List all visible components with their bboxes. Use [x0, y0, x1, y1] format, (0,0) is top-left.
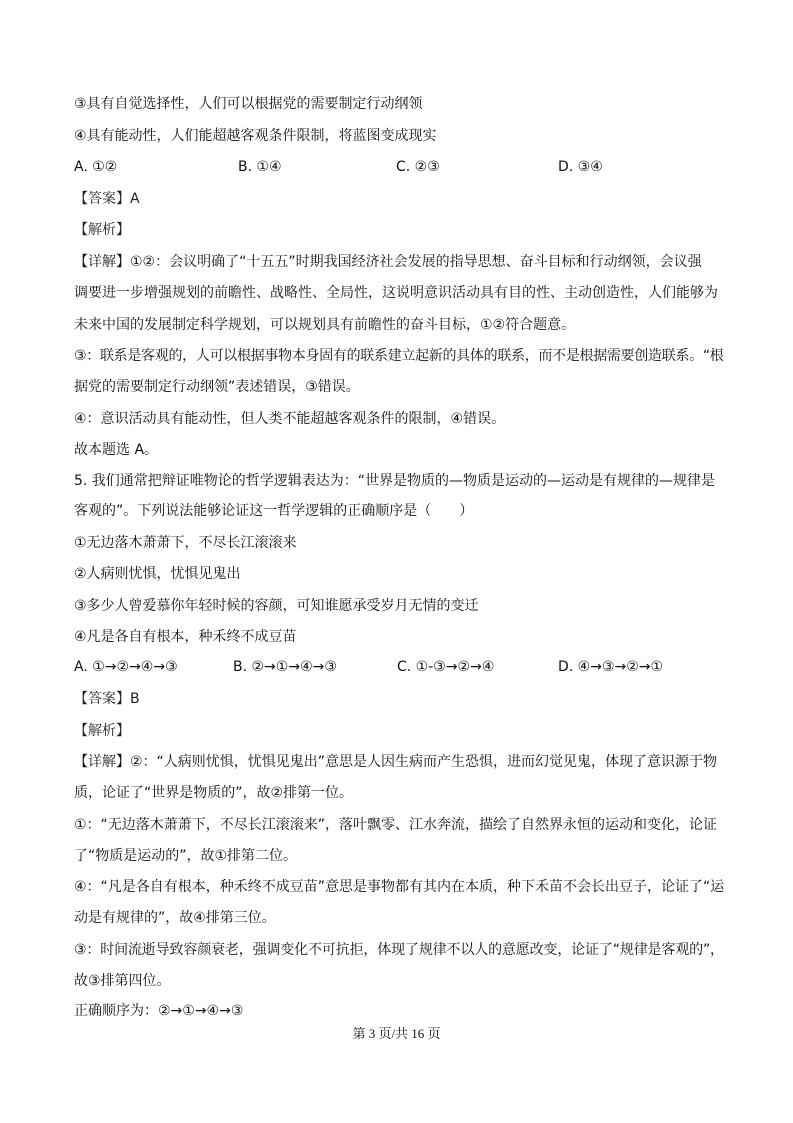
q5-statement-4: ④凡是各自有根本，种禾终不成豆苗	[74, 629, 297, 645]
detail-line: 故③排第四位。	[74, 973, 171, 989]
analysis-label-q5: 【解析】	[74, 723, 130, 739]
choice-d: D. ③④	[558, 159, 603, 175]
option-statement-4: ④具有能动性，人们能超越客观条件限制，将蓝图变成现实	[74, 128, 437, 144]
question-5-stem: 5. 我们通常把辩证唯物论的哲学逻辑表达为：“世界是物质的—物质是运动的—运动是有规律的—规律是	[74, 473, 716, 489]
answer-label-q5: 【答案】B	[74, 691, 140, 707]
detail-line: 了“物质是运动的”，故①排第二位。	[74, 848, 298, 864]
q5-statement-1: ①无边落木萧萧下，不尽长江滚滚来	[74, 535, 297, 551]
detail-line: 故本题选 A。	[74, 442, 159, 458]
option-statement-3: ③具有自觉选择性，人们可以根据党的需要制定行动纲领	[74, 96, 423, 112]
detail-line: 【详解】②：“人病则忧惧，忧惧见鬼出”意思是人因生病而产生恐惧，进而幻觉见鬼，体现了意识源于物	[74, 754, 718, 770]
answer-choices-q5	[74, 657, 724, 677]
choice-b: B. ①④	[238, 159, 282, 175]
detail-line: 据党的需要制定行动纲领”表述错误，③错误。	[74, 379, 360, 395]
choice-b: B. ②→①→④→③	[233, 659, 337, 675]
detail-line: ①：“无边落木萧萧下，不尽长江滚滚来”，落叶飘零、江水奔流，描绘了自然界永恒的运动和变化，论证	[74, 817, 718, 833]
detail-line: ③：时间流逝导致容颜衰老，强调变化不可抗拒，体现了规律不以人的意愿改变，论证了“规律是客观的”，	[74, 942, 724, 958]
detail-line: 未来中国的发展制定科学规划，可以规划具有前瞻性的奋斗目标，①②符合题意。	[74, 317, 576, 333]
detail-line: 调要进一步增强规划的前瞻性、战略性、全局性，这说明意识活动具有目的性、主动创造性，人们能够为	[74, 285, 718, 301]
detail-line: ③：联系是客观的，人可以根据事物本身固有的联系建立起新的具体的联系，而不是根据需要创造联系。“根	[74, 348, 724, 364]
analysis-label-q4: 【解析】	[74, 222, 130, 238]
detail-line: ④：意识活动具有能动性，但人类不能超越客观条件的限制，④错误。	[74, 411, 506, 427]
question-5-stem: 客观的”。下列说法能够论证这一哲学逻辑的正确顺序是（ ）	[74, 503, 474, 519]
detail-line: 动是有规律的”，故④排第三位。	[74, 910, 276, 926]
choice-a: A. ①②	[74, 159, 118, 175]
choice-c: C. ①-③→②→④	[397, 659, 495, 675]
choice-c: C. ②③	[396, 159, 440, 175]
choice-d: D. ④→③→②→①	[558, 659, 664, 675]
detail-line: 质，论证了“世界是物质的”，故②排第一位。	[74, 785, 354, 801]
q5-statement-2: ②人病则忧惧，忧惧见鬼出	[74, 566, 241, 582]
correct-order-line: 正确顺序为：②→①→④→③	[74, 1003, 244, 1019]
detail-line: ④：“凡是各自有根本，种禾终不成豆苗”意思是事物都有其内在本质，种下禾苗不会长出豆子，论证了“运	[74, 879, 725, 895]
answer-label-q4: 【答案】A	[74, 191, 140, 207]
detail-line: 【详解】①②：会议明确了“十五五”时期我国经济社会发展的指导思想、奋斗目标和行动纲领，会议强	[74, 254, 702, 270]
q5-statement-3: ③多少人曾爱慕你年轻时候的容颜，可知谁愿承受岁月无情的变迁	[74, 598, 479, 614]
answer-choices-q4	[74, 157, 724, 177]
choice-a: A. ①→②→④→③	[74, 659, 178, 675]
page-footer: 第 3 页/共 16 页	[352, 1026, 441, 1041]
